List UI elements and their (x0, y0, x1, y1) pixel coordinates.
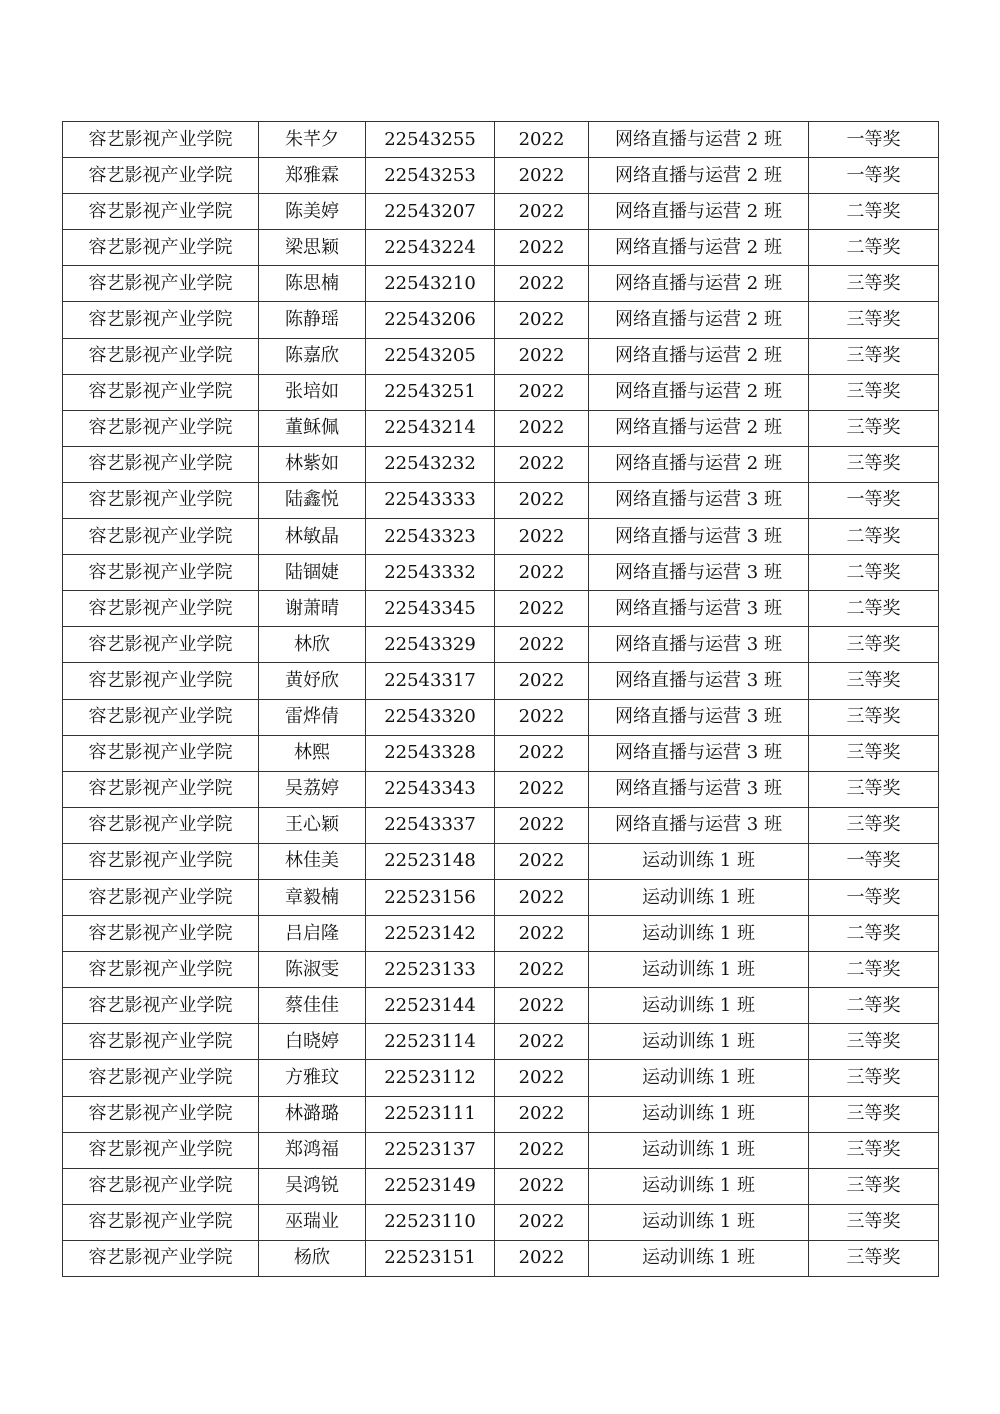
student-id-cell: 22543214 (366, 410, 495, 446)
class-cell: 网络直播与运营 3 班 (589, 699, 809, 735)
class-cell: 运动训练 1 班 (589, 988, 809, 1024)
grade-year-cell: 2022 (495, 699, 589, 735)
college-cell: 容艺影视产业学院 (63, 771, 259, 807)
student-id-cell: 22523142 (366, 916, 495, 952)
college-cell: 容艺影视产业学院 (63, 735, 259, 771)
table-row (63, 1168, 939, 1204)
student-id-cell: 22543320 (366, 699, 495, 735)
award-level-cell: 三等奖 (809, 266, 939, 302)
college-cell: 容艺影视产业学院 (63, 916, 259, 952)
student-id-cell: 22523144 (366, 988, 495, 1024)
grade-year-cell: 2022 (495, 988, 589, 1024)
student-name-cell: 白晓婷 (259, 1024, 366, 1060)
college-cell: 容艺影视产业学院 (63, 555, 259, 591)
table-row (63, 771, 939, 807)
class-cell: 网络直播与运营 3 班 (589, 555, 809, 591)
student-id-cell: 22543328 (366, 735, 495, 771)
student-name-cell: 张培如 (259, 374, 366, 410)
student-id-cell: 22523110 (366, 1204, 495, 1240)
grade-year-cell: 2022 (495, 446, 589, 482)
grade-year-cell: 2022 (495, 555, 589, 591)
student-name-cell: 巫瑞业 (259, 1204, 366, 1240)
student-id-cell: 22523151 (366, 1240, 495, 1276)
class-cell: 网络直播与运营 2 班 (589, 338, 809, 374)
award-level-cell: 三等奖 (809, 771, 939, 807)
student-name-cell: 黄妤欣 (259, 663, 366, 699)
grade-year-cell: 2022 (495, 843, 589, 879)
grade-year-cell: 2022 (495, 1240, 589, 1276)
student-id-cell: 22523114 (366, 1024, 495, 1060)
college-cell: 容艺影视产业学院 (63, 158, 259, 194)
award-table-body (63, 122, 939, 1277)
college-cell: 容艺影视产业学院 (63, 338, 259, 374)
student-name-cell: 吴鸿锐 (259, 1168, 366, 1204)
student-name-cell: 雷烨倩 (259, 699, 366, 735)
student-id-cell: 22543206 (366, 302, 495, 338)
class-cell: 运动训练 1 班 (589, 952, 809, 988)
college-cell: 容艺影视产业学院 (63, 482, 259, 518)
grade-year-cell: 2022 (495, 194, 589, 230)
student-name-cell: 郑雅霖 (259, 158, 366, 194)
college-cell: 容艺影视产业学院 (63, 302, 259, 338)
table-row (63, 843, 939, 879)
student-name-cell: 杨欣 (259, 1240, 366, 1276)
award-level-cell: 二等奖 (809, 230, 939, 266)
class-cell: 运动训练 1 班 (589, 1240, 809, 1276)
grade-year-cell: 2022 (495, 771, 589, 807)
college-cell: 容艺影视产业学院 (63, 266, 259, 302)
award-level-cell: 三等奖 (809, 1132, 939, 1168)
student-id-cell: 22543205 (366, 338, 495, 374)
student-name-cell: 吕启隆 (259, 916, 366, 952)
college-cell: 容艺影视产业学院 (63, 843, 259, 879)
award-level-cell: 一等奖 (809, 843, 939, 879)
award-level-cell: 二等奖 (809, 952, 939, 988)
award-level-cell: 二等奖 (809, 591, 939, 627)
student-id-cell: 22543333 (366, 482, 495, 518)
grade-year-cell: 2022 (495, 735, 589, 771)
class-cell: 网络直播与运营 2 班 (589, 230, 809, 266)
college-cell: 容艺影视产业学院 (63, 988, 259, 1024)
student-name-cell: 朱芊夕 (259, 122, 366, 158)
grade-year-cell: 2022 (495, 591, 589, 627)
table-row (63, 1204, 939, 1240)
award-level-cell: 一等奖 (809, 482, 939, 518)
student-id-cell: 22543232 (366, 446, 495, 482)
class-cell: 网络直播与运营 3 班 (589, 771, 809, 807)
student-name-cell: 林潞璐 (259, 1096, 366, 1132)
grade-year-cell: 2022 (495, 374, 589, 410)
class-cell: 运动训练 1 班 (589, 879, 809, 915)
table-row (63, 1096, 939, 1132)
college-cell: 容艺影视产业学院 (63, 1240, 259, 1276)
student-id-cell: 22543317 (366, 663, 495, 699)
student-name-cell: 郑鸿福 (259, 1132, 366, 1168)
student-name-cell: 王心颖 (259, 807, 366, 843)
award-level-cell: 二等奖 (809, 916, 939, 952)
grade-year-cell: 2022 (495, 1060, 589, 1096)
grade-year-cell: 2022 (495, 1168, 589, 1204)
award-level-cell: 三等奖 (809, 807, 939, 843)
award-level-cell: 三等奖 (809, 446, 939, 482)
table-row (63, 446, 939, 482)
award-level-cell: 二等奖 (809, 194, 939, 230)
award-level-cell: 一等奖 (809, 879, 939, 915)
class-cell: 网络直播与运营 3 班 (589, 807, 809, 843)
grade-year-cell: 2022 (495, 1204, 589, 1240)
student-name-cell: 林敏晶 (259, 519, 366, 555)
grade-year-cell: 2022 (495, 266, 589, 302)
college-cell: 容艺影视产业学院 (63, 1204, 259, 1240)
student-name-cell: 陆鑫悦 (259, 482, 366, 518)
student-name-cell: 林欣 (259, 627, 366, 663)
student-id-cell: 22543343 (366, 771, 495, 807)
award-level-cell: 二等奖 (809, 519, 939, 555)
grade-year-cell: 2022 (495, 122, 589, 158)
class-cell: 网络直播与运营 2 班 (589, 374, 809, 410)
table-row (63, 952, 939, 988)
grade-year-cell: 2022 (495, 1096, 589, 1132)
class-cell: 网络直播与运营 3 班 (589, 519, 809, 555)
college-cell: 容艺影视产业学院 (63, 807, 259, 843)
student-id-cell: 22523137 (366, 1132, 495, 1168)
award-level-cell: 三等奖 (809, 699, 939, 735)
grade-year-cell: 2022 (495, 627, 589, 663)
class-cell: 网络直播与运营 2 班 (589, 302, 809, 338)
class-cell: 运动训练 1 班 (589, 1060, 809, 1096)
student-id-cell: 22543337 (366, 807, 495, 843)
student-name-cell: 吴荔婷 (259, 771, 366, 807)
table-row (63, 735, 939, 771)
class-cell: 网络直播与运营 3 班 (589, 591, 809, 627)
student-name-cell: 陈思楠 (259, 266, 366, 302)
student-id-cell: 22543210 (366, 266, 495, 302)
award-table (62, 121, 939, 1277)
college-cell: 容艺影视产业学院 (63, 952, 259, 988)
grade-year-cell: 2022 (495, 1132, 589, 1168)
college-cell: 容艺影视产业学院 (63, 1168, 259, 1204)
student-name-cell: 林佳美 (259, 843, 366, 879)
class-cell: 网络直播与运营 2 班 (589, 158, 809, 194)
student-id-cell: 22543323 (366, 519, 495, 555)
college-cell: 容艺影视产业学院 (63, 1132, 259, 1168)
class-cell: 网络直播与运营 3 班 (589, 663, 809, 699)
grade-year-cell: 2022 (495, 916, 589, 952)
student-id-cell: 22543207 (366, 194, 495, 230)
student-id-cell: 22543251 (366, 374, 495, 410)
student-id-cell: 22523156 (366, 879, 495, 915)
table-row (63, 591, 939, 627)
class-cell: 运动训练 1 班 (589, 1132, 809, 1168)
table-row (63, 482, 939, 518)
class-cell: 运动训练 1 班 (589, 1204, 809, 1240)
class-cell: 网络直播与运营 2 班 (589, 194, 809, 230)
award-level-cell: 三等奖 (809, 1168, 939, 1204)
student-name-cell: 谢萧晴 (259, 591, 366, 627)
class-cell: 网络直播与运营 3 班 (589, 482, 809, 518)
student-id-cell: 22543332 (366, 555, 495, 591)
award-level-cell: 三等奖 (809, 735, 939, 771)
table-row (63, 879, 939, 915)
award-level-cell: 三等奖 (809, 302, 939, 338)
award-level-cell: 三等奖 (809, 410, 939, 446)
class-cell: 网络直播与运营 3 班 (589, 735, 809, 771)
student-name-cell: 陈美婷 (259, 194, 366, 230)
student-id-cell: 22543224 (366, 230, 495, 266)
table-row (63, 699, 939, 735)
class-cell: 网络直播与运营 2 班 (589, 410, 809, 446)
table-row (63, 1024, 939, 1060)
college-cell: 容艺影视产业学院 (63, 879, 259, 915)
table-row (63, 122, 939, 158)
table-row (63, 230, 939, 266)
college-cell: 容艺影视产业学院 (63, 699, 259, 735)
class-cell: 网络直播与运营 2 班 (589, 266, 809, 302)
class-cell: 运动训练 1 班 (589, 843, 809, 879)
college-cell: 容艺影视产业学院 (63, 122, 259, 158)
award-level-cell: 三等奖 (809, 374, 939, 410)
grade-year-cell: 2022 (495, 952, 589, 988)
table-row (63, 807, 939, 843)
table-row (63, 1132, 939, 1168)
table-row (63, 1060, 939, 1096)
table-row (63, 663, 939, 699)
table-row (63, 338, 939, 374)
student-id-cell: 22543253 (366, 158, 495, 194)
grade-year-cell: 2022 (495, 807, 589, 843)
college-cell: 容艺影视产业学院 (63, 410, 259, 446)
class-cell: 运动训练 1 班 (589, 1168, 809, 1204)
student-name-cell: 董稣佩 (259, 410, 366, 446)
student-id-cell: 22523133 (366, 952, 495, 988)
class-cell: 网络直播与运营 2 班 (589, 446, 809, 482)
college-cell: 容艺影视产业学院 (63, 591, 259, 627)
award-level-cell: 二等奖 (809, 555, 939, 591)
college-cell: 容艺影视产业学院 (63, 627, 259, 663)
college-cell: 容艺影视产业学院 (63, 446, 259, 482)
college-cell: 容艺影视产业学院 (63, 230, 259, 266)
table-row (63, 627, 939, 663)
student-id-cell: 22523112 (366, 1060, 495, 1096)
student-id-cell: 22543345 (366, 591, 495, 627)
grade-year-cell: 2022 (495, 230, 589, 266)
award-level-cell: 三等奖 (809, 1240, 939, 1276)
college-cell: 容艺影视产业学院 (63, 1024, 259, 1060)
award-level-cell: 三等奖 (809, 663, 939, 699)
college-cell: 容艺影视产业学院 (63, 194, 259, 230)
table-row (63, 555, 939, 591)
table-row (63, 374, 939, 410)
award-level-cell: 三等奖 (809, 627, 939, 663)
grade-year-cell: 2022 (495, 519, 589, 555)
award-level-cell: 一等奖 (809, 158, 939, 194)
award-level-cell: 三等奖 (809, 1060, 939, 1096)
table-row (63, 410, 939, 446)
award-level-cell: 三等奖 (809, 1096, 939, 1132)
class-cell: 运动训练 1 班 (589, 1096, 809, 1132)
student-name-cell: 陈嘉欣 (259, 338, 366, 374)
table-row (63, 302, 939, 338)
grade-year-cell: 2022 (495, 302, 589, 338)
student-id-cell: 22543329 (366, 627, 495, 663)
student-name-cell: 章毅楠 (259, 879, 366, 915)
grade-year-cell: 2022 (495, 1024, 589, 1060)
student-id-cell: 22543255 (366, 122, 495, 158)
grade-year-cell: 2022 (495, 158, 589, 194)
class-cell: 网络直播与运营 3 班 (589, 627, 809, 663)
award-level-cell: 一等奖 (809, 122, 939, 158)
table-row (63, 519, 939, 555)
grade-year-cell: 2022 (495, 338, 589, 374)
table-row (63, 916, 939, 952)
student-id-cell: 22523148 (366, 843, 495, 879)
table-row (63, 266, 939, 302)
table-row (63, 988, 939, 1024)
student-id-cell: 22523149 (366, 1168, 495, 1204)
student-name-cell: 陆锢婕 (259, 555, 366, 591)
college-cell: 容艺影视产业学院 (63, 519, 259, 555)
award-level-cell: 二等奖 (809, 988, 939, 1024)
student-name-cell: 梁思颖 (259, 230, 366, 266)
grade-year-cell: 2022 (495, 482, 589, 518)
student-name-cell: 林熙 (259, 735, 366, 771)
college-cell: 容艺影视产业学院 (63, 374, 259, 410)
table-row (63, 1240, 939, 1276)
table-row (63, 194, 939, 230)
table-row (63, 158, 939, 194)
award-level-cell: 三等奖 (809, 338, 939, 374)
college-cell: 容艺影视产业学院 (63, 1060, 259, 1096)
student-name-cell: 陈静瑶 (259, 302, 366, 338)
college-cell: 容艺影视产业学院 (63, 1096, 259, 1132)
award-level-cell: 三等奖 (809, 1024, 939, 1060)
class-cell: 网络直播与运营 2 班 (589, 122, 809, 158)
class-cell: 运动训练 1 班 (589, 1024, 809, 1060)
student-id-cell: 22523111 (366, 1096, 495, 1132)
student-name-cell: 方雅玟 (259, 1060, 366, 1096)
grade-year-cell: 2022 (495, 663, 589, 699)
class-cell: 运动训练 1 班 (589, 916, 809, 952)
grade-year-cell: 2022 (495, 879, 589, 915)
student-name-cell: 陈淑雯 (259, 952, 366, 988)
student-name-cell: 林紫如 (259, 446, 366, 482)
award-level-cell: 三等奖 (809, 1204, 939, 1240)
student-name-cell: 蔡佳佳 (259, 988, 366, 1024)
college-cell: 容艺影视产业学院 (63, 663, 259, 699)
grade-year-cell: 2022 (495, 410, 589, 446)
